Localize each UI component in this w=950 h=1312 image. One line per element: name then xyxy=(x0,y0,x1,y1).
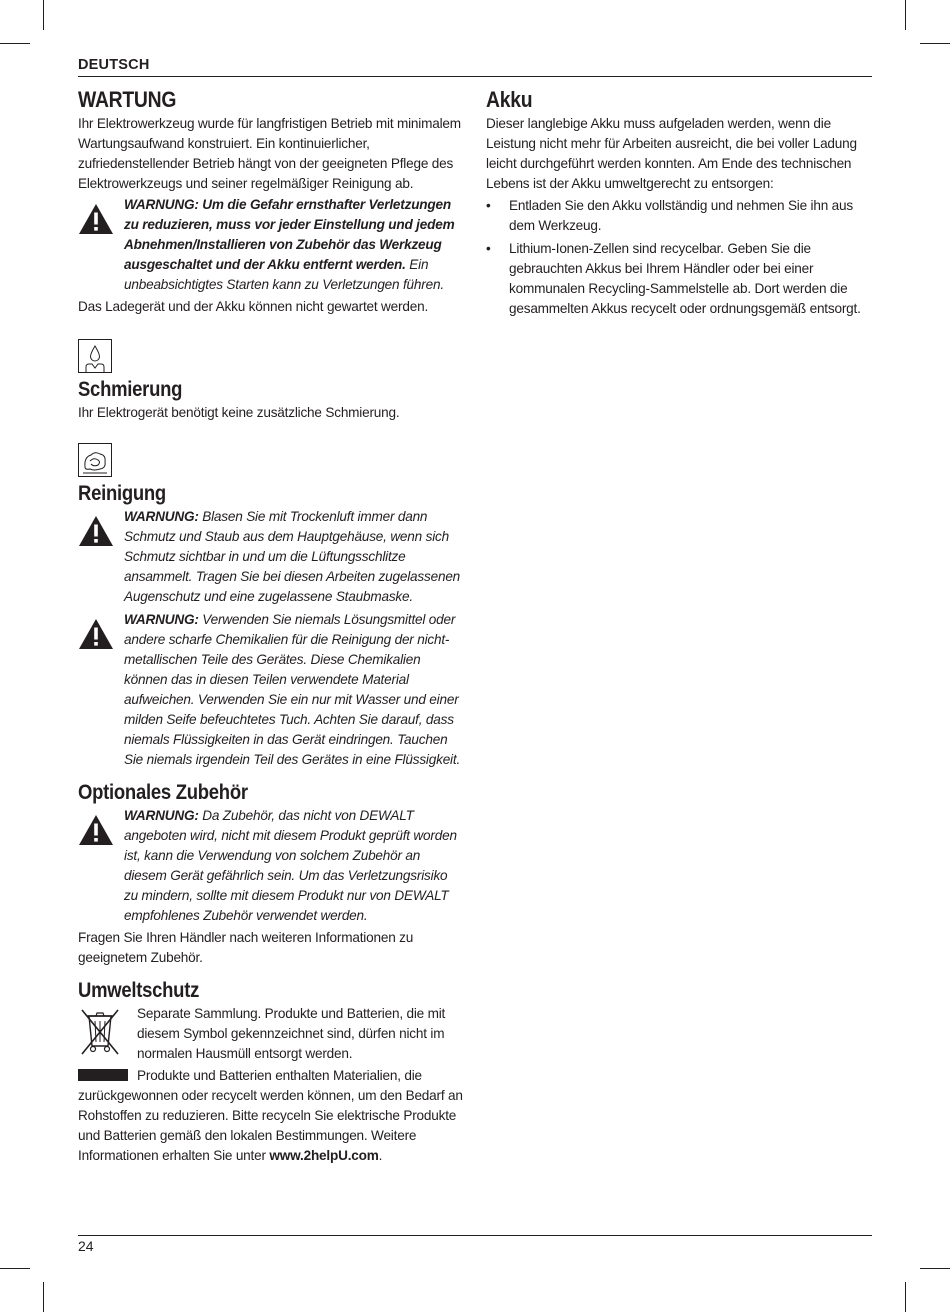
crop-mark xyxy=(920,1268,950,1269)
right-column xyxy=(486,86,876,322)
warning-lead: WARNUNG: xyxy=(124,808,199,823)
recycle-text-block xyxy=(78,1066,464,1166)
umweltschutz-heading: Umweltschutz xyxy=(78,979,200,1002)
warning-triangle-icon xyxy=(78,618,114,650)
schmierung-text: Ihr Elektrogerät benötigt keine zusätzliche Schmierung. xyxy=(78,405,400,420)
zubehoer-text: Fragen Sie Ihren Händler nach weiteren Informationen zu geeignetem Zubehör. xyxy=(78,930,414,965)
bullet: • xyxy=(486,198,491,213)
wartung-warning xyxy=(78,195,464,295)
reinigung-warning-2-text: Verwenden Sie niemals Lösungsmittel oder andere scharfe Chemikalien für die Reinigung der nicht-metallischen Teile des Gerätes. Diese Chemikalien können das in diesen Teilen verwendete Material aufweichen. Verwenden Sie ein nur mit Wasser und einer milden Seife befeuchtetes Tuch. Achten Sie darauf, dass niemals Flüssigkeiten in das Gerät eindringen. Tauchen Sie niemals irgendein Teil des Gerätes in eine Flüssigkeit. xyxy=(124,612,461,767)
reinigung-heading: Reinigung xyxy=(78,482,166,505)
weee-block xyxy=(78,1004,464,1064)
reinigung-warning-2 xyxy=(78,610,464,770)
cleaning-icon xyxy=(78,443,112,477)
page-number: 24 xyxy=(78,1238,94,1254)
list-item-text: Lithium-Ionen-Zellen sind recycelbar. Geben Sie die gebrauchten Akkus bei Ihrem Händler oder bei einer kommunalen Recycling-Sammelstelle ab. Dort werden die gesammelten Akkus recycelt oder ordnungsgemäß entsorgt. xyxy=(509,241,861,316)
schmierung-heading: Schmierung xyxy=(78,378,183,401)
reinigung-warning-1 xyxy=(78,507,464,607)
recycle-text-end: . xyxy=(378,1148,383,1163)
warning-lead: WARNUNG: xyxy=(124,509,199,524)
wartung-note: Das Ladegerät und der Akku können nicht gewartet werden. xyxy=(78,299,429,314)
crop-mark xyxy=(905,1282,906,1312)
akku-list xyxy=(486,196,876,319)
warning-triangle-icon xyxy=(78,814,114,846)
warning-lead: WARNUNG: xyxy=(124,612,199,627)
bullet: • xyxy=(486,241,491,256)
zubehoer-warning xyxy=(78,806,464,926)
zubehoer-warning-text: Da Zubehör, das nicht von DEWALT angeboten wird, nicht mit diesem Produkt geprüft worden ist, kann die Verwendung von solchem Zubehör an diesem Gerät gefährlich sein. Um das Verletzungsrisiko zu mindern, sollte mit diesem Produkt nur von DEWALT empfohlenes Zubehör verwendet werden. xyxy=(124,808,457,923)
akku-heading: Akku xyxy=(486,87,533,112)
list-item xyxy=(486,239,876,319)
reinigung-warning-1-text: Blasen Sie mit Trockenluft immer dann Schmutz und Staub aus dem Hauptgehäuse, wenn sich Schmutz sichtbar in und um die Lüftungsschlitze ansammelt. Tragen Sie bei diesen Arbeiten zugelassenen Augenschutz und eine zugelassene Staubmaske. xyxy=(124,509,461,604)
wartung-warning-bold: WARNUNG: Um die Gefahr ernsthafter Verletzungen zu reduzieren, muss vor jeder Einstellung und jedem Abnehmen/Installieren von Zubehör das Werkzeug ausgeschaltet und der Akku entfernt werden. xyxy=(124,197,455,272)
language-label: DEUTSCH xyxy=(78,57,150,73)
recycle-text: Produkte und Batterien enthalten Materialien, die zurückgewonnen oder recycelt werden können, um den Bedarf an Rohstoffen zu reduzieren. Bitte recyceln Sie elektrische Produkte und Batterien gemäß den lokalen Bestimmungen. Weitere Informationen erhalten Sie unter xyxy=(78,1068,463,1163)
left-column xyxy=(78,86,464,1166)
help-link[interactable]: www.2helpU.com xyxy=(269,1148,379,1163)
wartung-warning-text: Ein unbeabsichtigtes Starten kann zu Verletzungen führen. xyxy=(124,257,444,292)
list-item-text: Entladen Sie den Akku vollständig und nehmen Sie ihn aus dem Werkzeug. xyxy=(509,198,853,233)
zubehoer-heading: Optionales Zubehör xyxy=(78,781,248,804)
list-item xyxy=(486,196,876,236)
weee-text: Separate Sammlung. Produkte und Batterien, die mit diesem Symbol gekennzeichnet sind, dürfen nicht im normalen Hausmüll entsorgt werden. xyxy=(137,1006,446,1061)
oil-drop-icon xyxy=(78,339,112,373)
bar-icon xyxy=(78,1069,128,1081)
crop-mark xyxy=(0,1268,30,1269)
crossed-out-bin-icon xyxy=(80,1006,120,1058)
wartung-heading: WARTUNG xyxy=(78,87,177,112)
akku-intro: Dieser langlebige Akku muss aufgeladen werden, wenn die Leistung nicht mehr für Arbeiten ausreicht, die bei voller Ladung leicht durchgeführt werden konnten. Am Ende des technischen Lebens ist der Akku umweltgerecht zu entsorgen: xyxy=(486,116,857,191)
warning-triangle-icon xyxy=(78,515,114,547)
crop-mark xyxy=(0,43,30,44)
crop-mark xyxy=(905,0,906,30)
crop-mark xyxy=(43,0,44,30)
crop-mark xyxy=(920,43,950,44)
header-rule xyxy=(78,76,872,77)
wartung-intro: Ihr Elektrowerkzeug wurde für langfristigen Betrieb mit minimalem Wartungsaufwand konstruiert. Ein kontinuierlicher, zufriedenstellender Betrieb hängt von der geeigneten Pflege des Elektrowerkzeugs und seiner regelmäßiger Reinigung ab. xyxy=(78,116,461,191)
footer-rule xyxy=(78,1235,872,1236)
warning-triangle-icon xyxy=(78,203,114,235)
crop-mark xyxy=(43,1282,44,1312)
